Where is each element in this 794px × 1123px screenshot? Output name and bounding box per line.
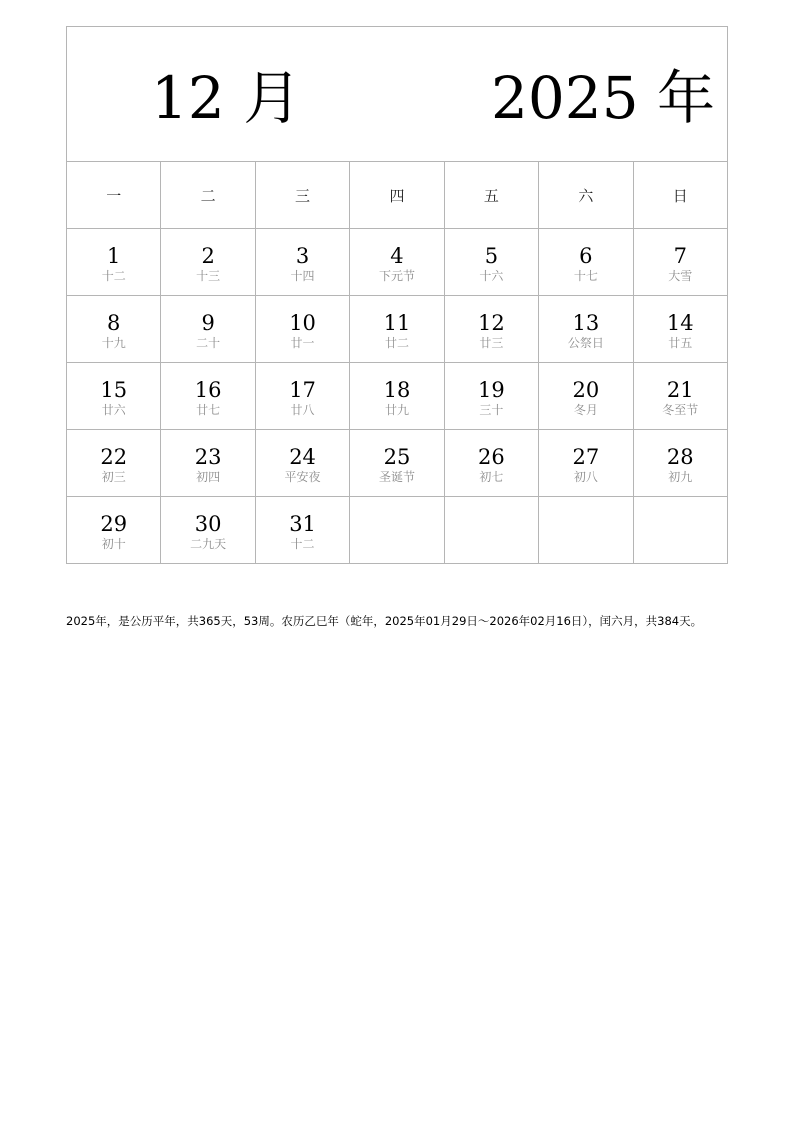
day-number: 11 — [383, 311, 411, 335]
calendar-title — [67, 27, 728, 162]
day-number: 7 — [673, 244, 687, 268]
day-cell — [255, 229, 349, 296]
day-number: 31 — [289, 512, 316, 536]
empty-day-cell — [539, 497, 633, 564]
day-number: 15 — [100, 378, 128, 402]
day-cell — [444, 430, 538, 497]
day-number: 12 — [478, 311, 505, 335]
lunar-date: 廿七 — [196, 403, 221, 417]
lunar-date: 十九 — [101, 336, 126, 350]
weekday-sat: 六 — [539, 162, 633, 229]
day-number: 16 — [194, 378, 222, 402]
lunar-date: 初三 — [101, 470, 126, 484]
day-number: 4 — [390, 244, 404, 268]
lunar-date: 三十 — [479, 403, 504, 417]
lunar-date: 二十 — [196, 336, 221, 350]
lunar-date: 初九 — [668, 470, 693, 484]
day-cell — [255, 363, 349, 430]
lunar-date: 廿二 — [384, 336, 409, 350]
week-row — [67, 497, 728, 564]
day-cell — [350, 296, 444, 363]
lunar-date: 十七 — [573, 269, 598, 283]
day-number: 3 — [295, 244, 310, 268]
lunar-date: 冬至节 — [662, 403, 699, 417]
day-cell — [539, 229, 633, 296]
day-cell — [255, 296, 349, 363]
day-number: 17 — [289, 378, 316, 402]
day-cell — [539, 430, 633, 497]
calendar-table — [66, 26, 728, 564]
lunar-date: 大雪 — [668, 269, 693, 283]
day-number: 27 — [572, 445, 600, 469]
day-number: 9 — [201, 311, 215, 335]
day-number: 2 — [201, 244, 215, 268]
lunar-date: 十四 — [290, 269, 315, 283]
day-cell — [350, 430, 444, 497]
day-number: 8 — [107, 311, 121, 335]
day-number: 19 — [478, 378, 505, 402]
lunar-date: 初十 — [101, 537, 126, 551]
day-number: 18 — [383, 378, 411, 402]
day-cell — [161, 229, 255, 296]
day-number: 25 — [383, 445, 411, 469]
day-number: 14 — [666, 311, 694, 335]
day-cell — [444, 363, 538, 430]
calendar-header-row — [67, 27, 728, 162]
lunar-date: 廿一 — [290, 336, 315, 350]
day-cell — [633, 363, 727, 430]
lunar-date: 公祭日 — [567, 336, 604, 350]
day-number: 1 — [107, 244, 121, 268]
day-number: 30 — [194, 512, 222, 536]
lunar-date: 十二 — [101, 269, 126, 283]
lunar-date: 冬月 — [573, 403, 598, 417]
lunar-date: 圣诞节 — [378, 470, 415, 484]
lunar-date: 廿三 — [479, 336, 504, 350]
day-number: 26 — [478, 445, 505, 469]
weekday-tue: 二 — [161, 162, 255, 229]
day-cell — [539, 296, 633, 363]
weekday-row — [67, 162, 728, 229]
day-cell — [633, 229, 727, 296]
week-row — [67, 229, 728, 296]
lunar-date: 廿九 — [384, 403, 409, 417]
day-cell — [67, 229, 161, 296]
empty-day-cell — [444, 497, 538, 564]
day-cell — [350, 363, 444, 430]
week-row — [67, 430, 728, 497]
lunar-date: 二九天 — [190, 537, 227, 551]
day-number: 21 — [666, 378, 694, 402]
weekday-fri: 五 — [444, 162, 538, 229]
lunar-date: 十二 — [290, 537, 315, 551]
day-cell — [633, 296, 727, 363]
day-number: 23 — [194, 445, 222, 469]
day-number: 28 — [666, 445, 694, 469]
lunar-date: 初八 — [573, 470, 598, 484]
lunar-date: 平安夜 — [284, 470, 321, 484]
day-cell — [67, 497, 161, 564]
lunar-date: 下元节 — [378, 269, 415, 283]
day-cell — [67, 430, 161, 497]
weekday-wed: 三 — [255, 162, 349, 229]
day-cell — [67, 296, 161, 363]
lunar-date: 廿六 — [101, 403, 126, 417]
day-number: 5 — [484, 244, 499, 268]
day-cell — [255, 497, 349, 564]
empty-day-cell — [350, 497, 444, 564]
day-number: 24 — [289, 445, 316, 469]
weekday-sun: 日 — [633, 162, 727, 229]
day-cell — [67, 363, 161, 430]
day-cell — [255, 430, 349, 497]
day-number: 10 — [289, 311, 316, 335]
weekday-thu: 四 — [350, 162, 444, 229]
day-cell — [539, 363, 633, 430]
week-row — [67, 296, 728, 363]
weekday-mon: 一 — [67, 162, 161, 229]
day-number: 22 — [100, 445, 128, 469]
empty-day-cell — [633, 497, 727, 564]
day-cell — [350, 229, 444, 296]
lunar-date: 廿五 — [668, 336, 693, 350]
day-cell — [161, 430, 255, 497]
lunar-date: 廿八 — [290, 403, 315, 417]
week-row — [67, 363, 728, 430]
year-summary: 2025年，是公历平年，共365天，53周。农历乙巳年（蛇年，2025年01月29日～2026年02月16日），闰六月，共384天。 — [66, 614, 703, 628]
year-title: 2025 年 — [491, 64, 716, 132]
lunar-date: 十三 — [196, 269, 221, 283]
day-number: 13 — [572, 311, 600, 335]
day-cell — [161, 497, 255, 564]
day-cell — [633, 430, 727, 497]
day-number: 29 — [100, 512, 128, 536]
lunar-date: 初七 — [479, 470, 504, 484]
month-title: 12 月 — [151, 64, 302, 132]
lunar-date: 十六 — [479, 269, 504, 283]
day-cell — [161, 296, 255, 363]
day-cell — [444, 296, 538, 363]
day-cell — [161, 363, 255, 430]
day-number: 20 — [572, 378, 600, 402]
day-number: 6 — [579, 244, 593, 268]
lunar-date: 初四 — [196, 470, 221, 484]
day-cell — [444, 229, 538, 296]
